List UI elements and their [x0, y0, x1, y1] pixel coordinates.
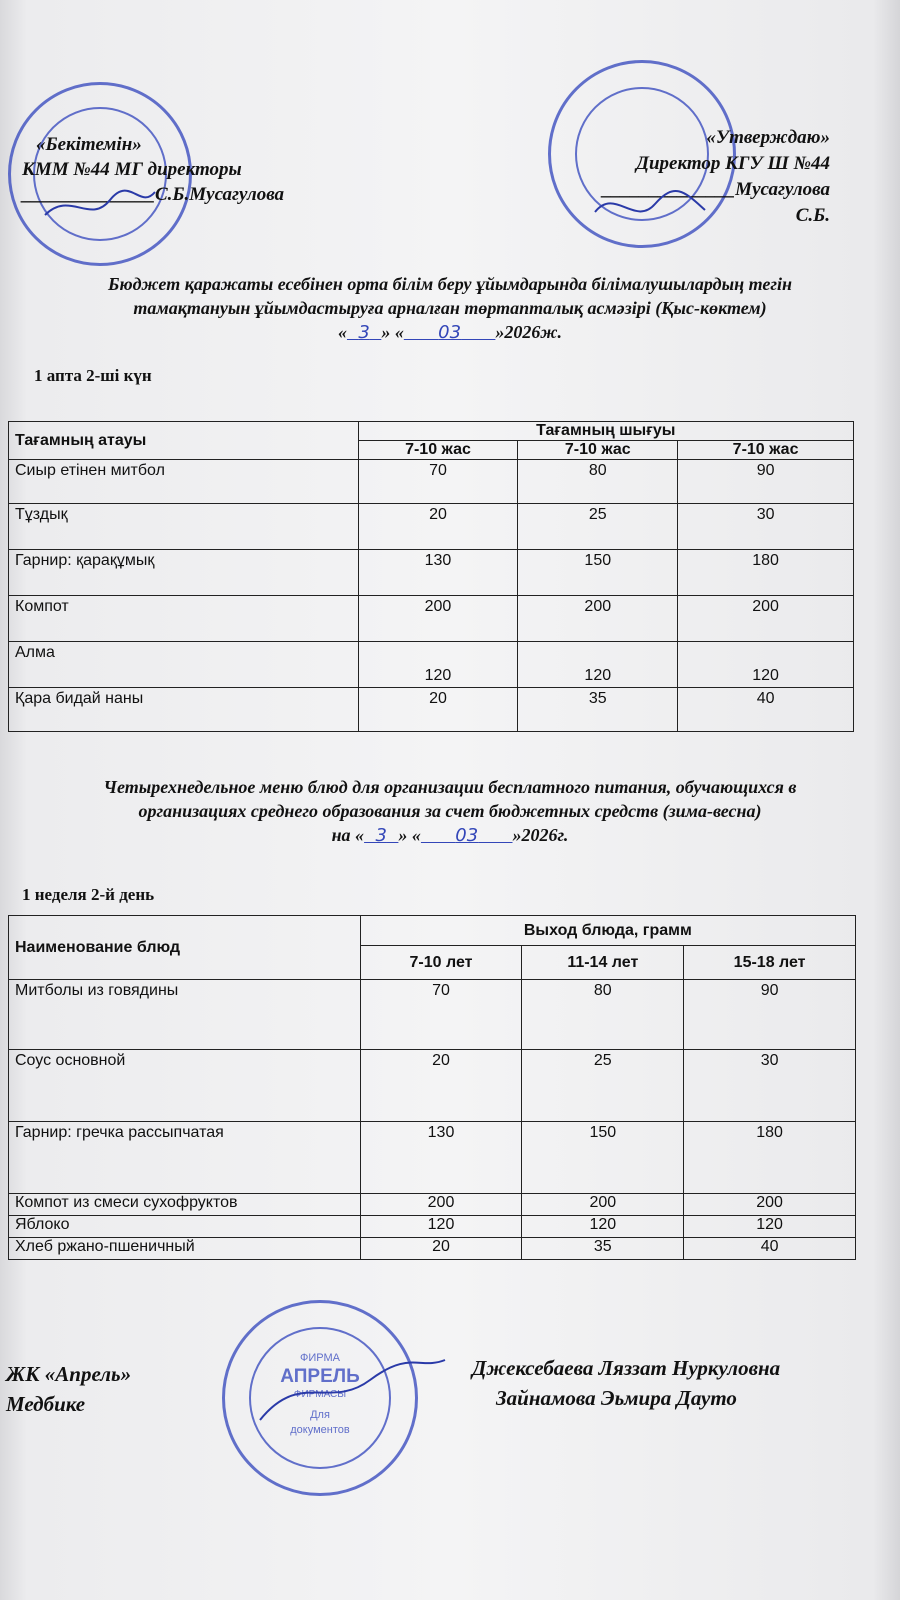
approve-kz-title: «Бекітемін»	[36, 134, 142, 155]
signature-left	[40, 180, 160, 230]
dish-name: Сиыр етінен митбол	[9, 460, 359, 504]
ru-age-3: 15-18 лет	[684, 946, 856, 980]
dish-value: 150	[518, 550, 678, 596]
kz-heading-line2: тамақтануын ұйымдастыруға арналған төртапталық асмәзірі (Қыс-көктем)	[133, 298, 767, 318]
dish-value: 20	[358, 688, 518, 732]
signature-right	[590, 182, 710, 232]
dish-name: Гарнир: гречка рассыпчатая	[9, 1122, 361, 1194]
dish-value: 20	[360, 1050, 522, 1122]
kz-age-2: 7-10 жас	[518, 441, 678, 460]
dish-name: Компот	[9, 596, 359, 642]
dish-value: 70	[360, 980, 522, 1050]
dish-value: 200	[518, 596, 678, 642]
dish-value: 180	[678, 550, 854, 596]
dish-value: 200	[678, 596, 854, 642]
dish-value: 35	[522, 1238, 684, 1260]
approve-ru-line1: Директор КГУ Ш №44	[636, 153, 830, 174]
dish-value: 30	[684, 1050, 856, 1122]
kz-col-name: Тағамның атауы	[9, 422, 359, 460]
dish-value: 180	[684, 1122, 856, 1194]
ru-menu-table	[8, 915, 856, 1260]
dish-name: Компот из смеси сухофруктов	[9, 1194, 361, 1216]
footer-name-2: Зайнамова Эьмира Дауто	[496, 1386, 737, 1410]
ru-day-hand: 3	[375, 825, 387, 846]
footer-name-1: Джексебаева Ляззат Нуркуловна	[472, 1356, 781, 1380]
kz-age-1: 7-10 жас	[358, 441, 518, 460]
dish-value: 20	[358, 504, 518, 550]
dish-value: 120	[518, 642, 678, 688]
dish-value: 200	[358, 596, 518, 642]
ru-age-2: 11-14 лет	[522, 946, 684, 980]
footer-left	[6, 1359, 131, 1419]
dish-value: 200	[360, 1194, 522, 1216]
dish-value: 25	[518, 504, 678, 550]
dish-name: Митболы из говядины	[9, 980, 361, 1050]
ru-heading-line1: Четырехнедельное меню блюд для организации бесплатного питания, обучающихся в	[103, 777, 797, 797]
dish-name: Яблоко	[9, 1216, 361, 1238]
footer-org: ЖК «Апрель»	[6, 1362, 132, 1386]
dish-name: Алма	[9, 642, 359, 688]
dish-name: Соус основной	[9, 1050, 361, 1122]
dish-value: 130	[360, 1122, 522, 1194]
dish-value: 20	[360, 1238, 522, 1260]
dish-value: 80	[522, 980, 684, 1050]
signature-bottom	[250, 1350, 450, 1440]
dish-value: 90	[678, 460, 854, 504]
ru-age-1: 7-10 лет	[360, 946, 522, 980]
approve-ru-line2: ______________Мусагулова С.Б.	[602, 179, 830, 226]
dish-value: 130	[358, 550, 518, 596]
dish-value: 120	[522, 1216, 684, 1238]
kz-col-output: Тағамның шығуы	[358, 422, 853, 441]
kz-heading-line1: Бюджет қаражаты есебінен орта білім беру ұйымдарында білімалушылардың тегін	[108, 274, 792, 294]
table-row	[9, 980, 856, 1050]
dish-value: 40	[678, 688, 854, 732]
dish-value: 120	[684, 1216, 856, 1238]
table-row	[9, 504, 854, 550]
kz-month-hand: 03	[438, 322, 462, 343]
dish-value: 200	[684, 1194, 856, 1216]
table-row	[9, 1238, 856, 1260]
ru-col-name: Наименование блюд	[9, 916, 361, 980]
table-row	[9, 642, 854, 688]
kz-menu-table	[8, 421, 854, 732]
ru-month-hand: 03	[455, 825, 479, 846]
ru-heading-line2: организациях среднего образования за счет бюджетных средств (зима-весна)	[138, 801, 762, 821]
table-row	[9, 596, 854, 642]
table-row	[9, 1122, 856, 1194]
dish-name: Тұздық	[9, 504, 359, 550]
dish-value: 30	[678, 504, 854, 550]
dish-name: Гарнир: қарақұмық	[9, 550, 359, 596]
ru-col-output: Выход блюда, грамм	[360, 916, 855, 946]
dish-value: 120	[358, 642, 518, 688]
ru-week-day: 1 неделя 2-й день	[22, 885, 155, 904]
footer-role: Медбике	[6, 1392, 86, 1416]
kz-date-line: « 3 » « 03 »2026ж.	[337, 322, 563, 343]
table-row	[9, 1194, 856, 1216]
dish-value: 35	[518, 688, 678, 732]
approve-kz-line1: КММ №44 МГ директоры	[22, 159, 242, 180]
ru-heading	[20, 775, 880, 848]
table-row	[9, 1050, 856, 1122]
table-row	[9, 688, 854, 732]
company-stamp-center: ФИРМА АПРЕЛЬ ФИРМАСЫ Для документов	[280, 1352, 360, 1436]
dish-name: Қара бидай наны	[9, 688, 359, 732]
kz-week-day: 1 апта 2-ші күн	[34, 366, 152, 385]
approve-ru-title: «Утверждаю»	[706, 127, 830, 148]
kz-day-hand: 3	[358, 322, 370, 343]
dish-value: 150	[522, 1122, 684, 1194]
kz-age-3: 7-10 жас	[678, 441, 854, 460]
table-row	[9, 550, 854, 596]
dish-value: 120	[678, 642, 854, 688]
footer-right	[472, 1353, 780, 1413]
dish-value: 80	[518, 460, 678, 504]
table-row	[9, 460, 854, 504]
dish-value: 200	[522, 1194, 684, 1216]
ru-date-line: на « 3 » « 03 »2026г.	[331, 825, 569, 846]
dish-value: 25	[522, 1050, 684, 1122]
dish-value: 70	[358, 460, 518, 504]
dish-value: 120	[360, 1216, 522, 1238]
kz-heading	[20, 272, 880, 345]
table-row	[9, 1216, 856, 1238]
dish-value: 90	[684, 980, 856, 1050]
dish-name: Хлеб ржано-пшеничный	[9, 1238, 361, 1260]
dish-value: 40	[684, 1238, 856, 1260]
approve-kz-line2: ______________С.Б.Мусагулова	[22, 184, 285, 205]
